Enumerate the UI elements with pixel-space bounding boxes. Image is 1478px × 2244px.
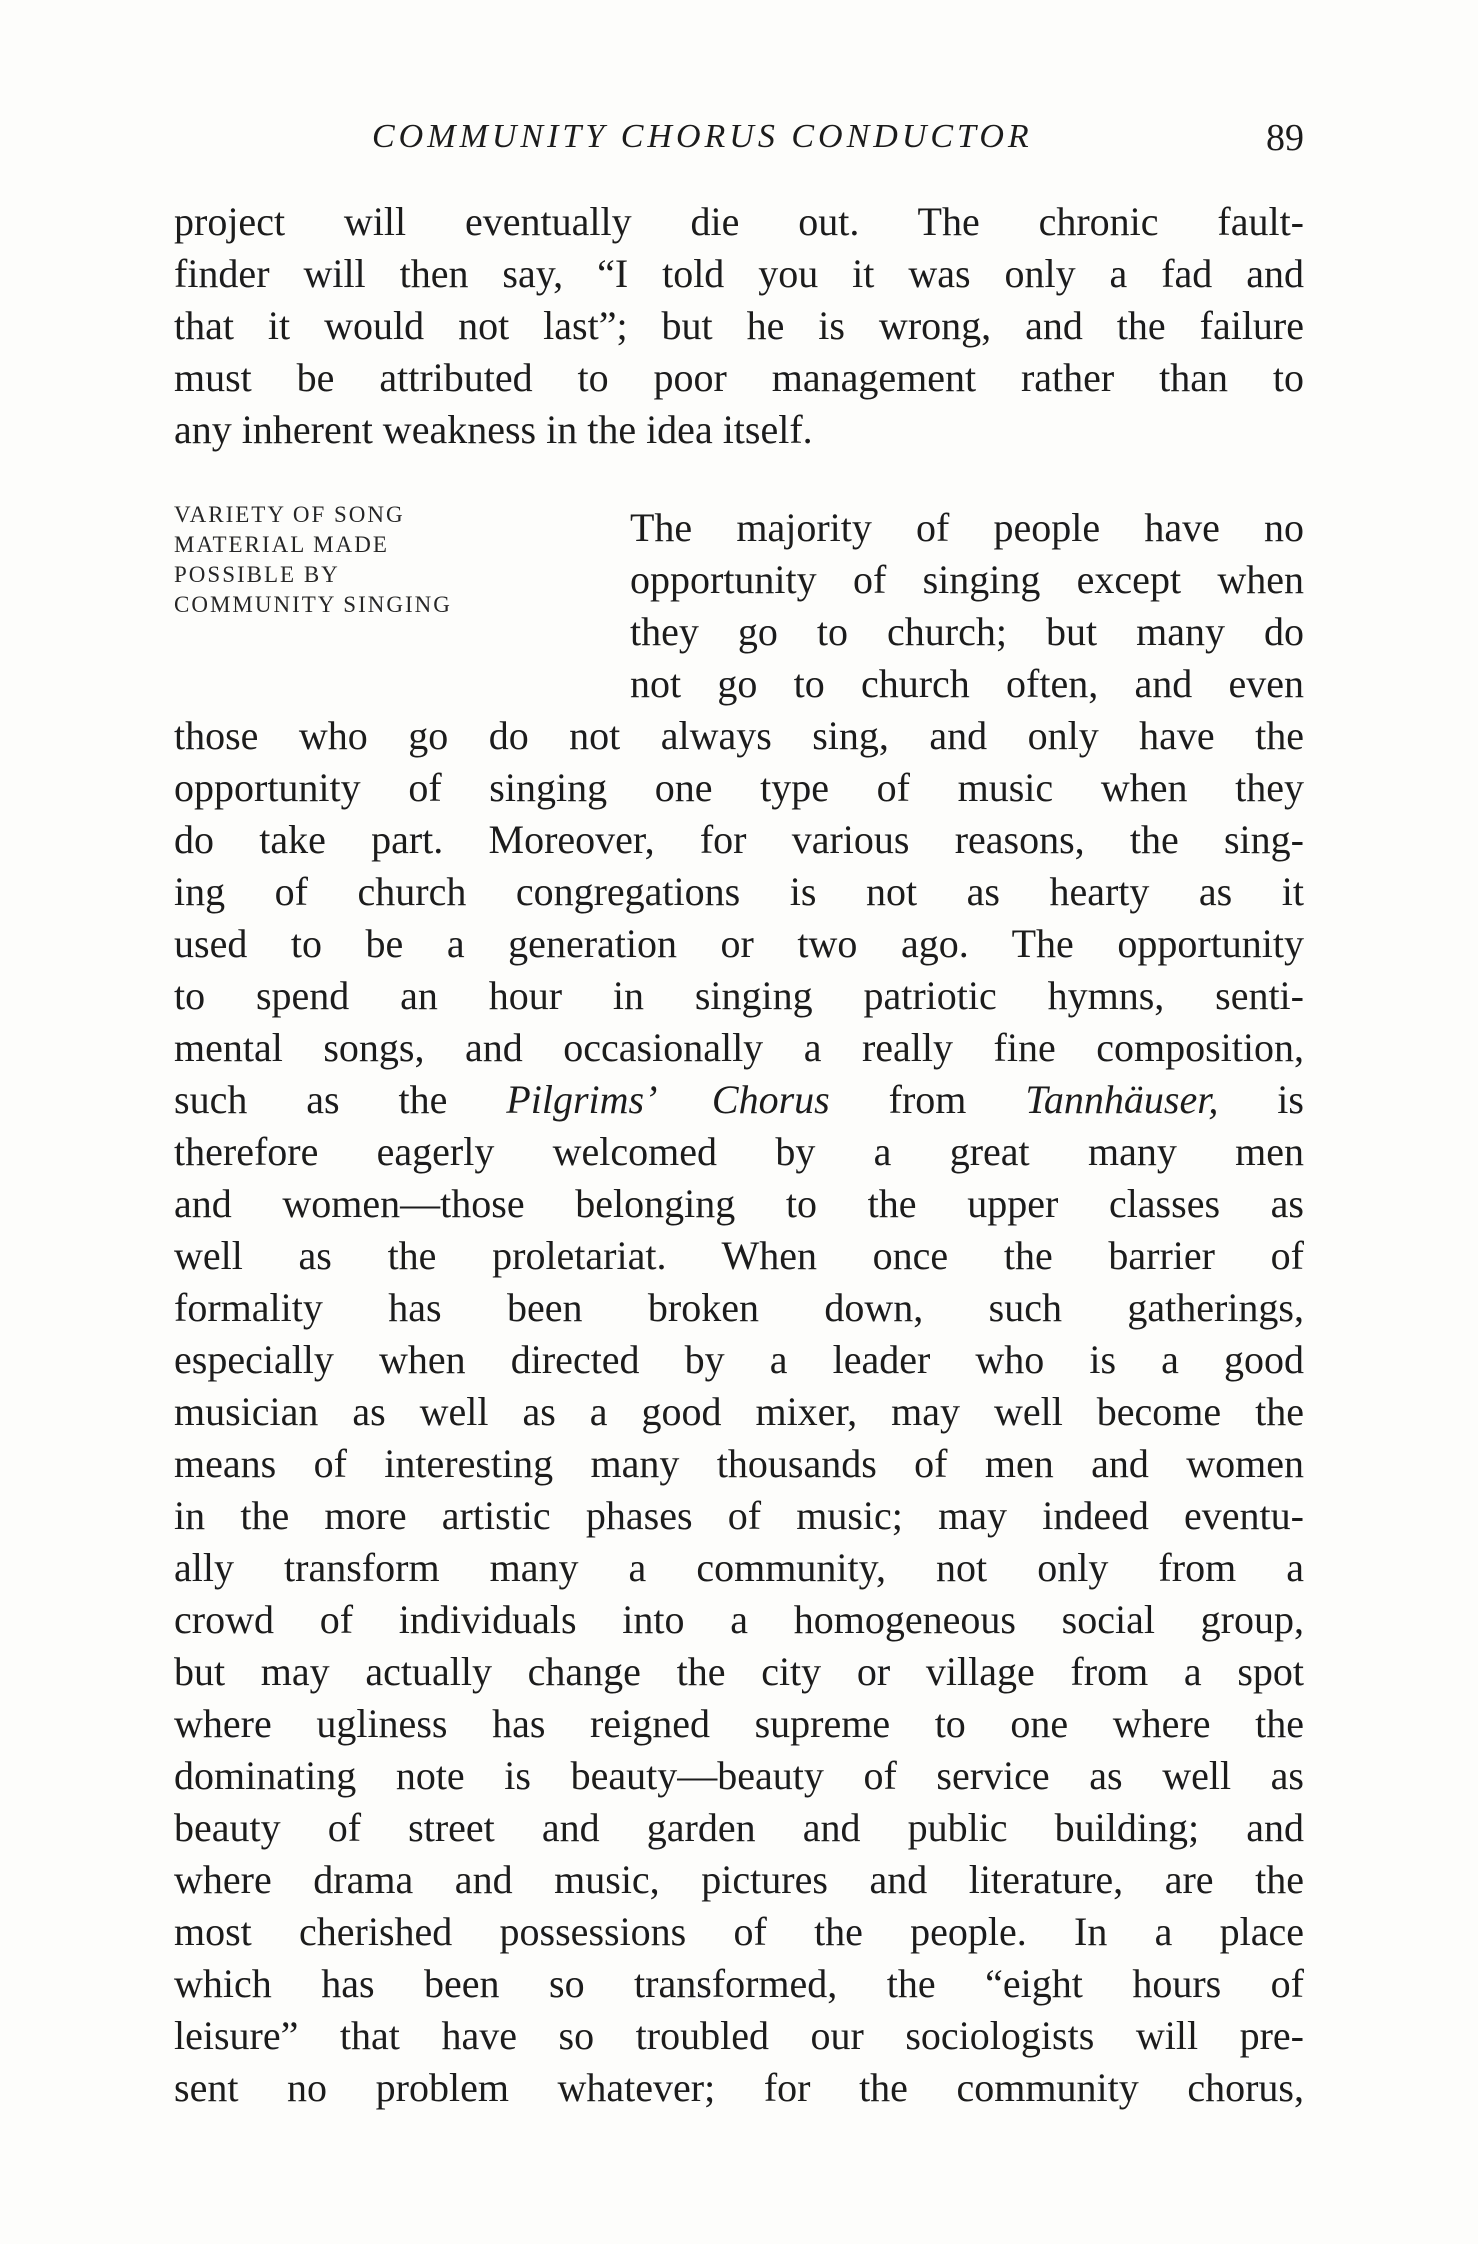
text-line: most cherished possessions of the people. In a place xyxy=(174,1909,1304,1954)
text-line: opportunity of singing one type of music when they xyxy=(174,765,1304,810)
page-number: 89 xyxy=(1266,117,1304,159)
text-line: must be attributed to poor management rather than to xyxy=(174,355,1304,400)
sidenote xyxy=(174,500,604,620)
text-line: do take part. Moreover, for various reasons, the sing- xyxy=(174,817,1304,862)
sidenote-line: COMMUNITY SINGING xyxy=(174,592,452,617)
text-line: well as the proletariat. When once the barrier of xyxy=(174,1233,1304,1278)
text-line: and women—those belonging to the upper classes as xyxy=(174,1181,1304,1226)
text-line: those who go do not always sing, and only have the xyxy=(174,713,1304,758)
text-fragment: such as the xyxy=(174,1077,507,1122)
running-title: COMMUNITY CHORUS CONDUCTOR xyxy=(372,118,1033,155)
sidenote-line: MATERIAL MADE xyxy=(174,532,389,557)
text-line: therefore eagerly welcomed by a great many men xyxy=(174,1129,1304,1174)
running-head xyxy=(174,112,1304,172)
text-line: ing of church congregations is not as hearty as it xyxy=(174,869,1304,914)
text-line: sent no problem whatever; for the community chorus, xyxy=(174,2065,1304,2110)
text-line: formality has been broken down, such gatherings, xyxy=(174,1285,1304,1330)
text-line: means of interesting many thousands of men and women xyxy=(174,1441,1304,1486)
text-fragment: is xyxy=(1218,1077,1304,1122)
text-line: not go to church often, and even xyxy=(630,661,1304,706)
text-line: to spend an hour in singing patriotic hymns, senti- xyxy=(174,973,1304,1018)
text-line: which has been so transformed, the “eight hours of xyxy=(174,1961,1304,2006)
text-line: especially when directed by a leader who is a good xyxy=(174,1337,1304,1382)
text-line: dominating note is beauty—beauty of service as well as xyxy=(174,1753,1304,1798)
text-line-with-titles xyxy=(174,1074,1304,1126)
text-line: where drama and music, pictures and literature, are the xyxy=(174,1857,1304,1902)
text-line: they go to church; but many do xyxy=(630,609,1304,654)
opera-title: Tannhäuser, xyxy=(1025,1077,1219,1122)
text-line: in the more artistic phases of music; may indeed eventu- xyxy=(174,1493,1304,1538)
text-line: beauty of street and garden and public building; and xyxy=(174,1805,1304,1850)
text-line: ally transform many a community, not only from a xyxy=(174,1545,1304,1590)
text-line: musician as well as a good mixer, may well become the xyxy=(174,1389,1304,1434)
text-line: but may actually change the city or village from a spot xyxy=(174,1649,1304,1694)
text-line: The majority of people have no xyxy=(630,505,1304,550)
text-line: opportunity of singing except when xyxy=(630,557,1304,602)
text-line: crowd of individuals into a homogeneous social group, xyxy=(174,1597,1304,1642)
text-line: mental songs, and occasionally a really fine composition, xyxy=(174,1025,1304,1070)
text-line: project will eventually die out. The chronic fault- xyxy=(174,199,1304,244)
text-line: where ugliness has reigned supreme to one where the xyxy=(174,1701,1304,1746)
text-line: used to be a generation or two ago. The opportunity xyxy=(174,921,1304,966)
text-line: finder will then say, “I told you it was only a fad and xyxy=(174,251,1304,296)
text-fragment: from xyxy=(829,1077,1026,1122)
text-line: that it would not last”; but he is wrong, and the failure xyxy=(174,303,1304,348)
text-line: leisure” that have so troubled our sociologists will pre- xyxy=(174,2013,1304,2058)
sidenote-line: POSSIBLE BY xyxy=(174,562,340,587)
sidenote-line: VARIETY OF SONG xyxy=(174,502,405,527)
text-line: any inherent weakness in the idea itself. xyxy=(174,407,813,452)
work-title: Pilgrims’ Chorus xyxy=(506,1077,830,1122)
